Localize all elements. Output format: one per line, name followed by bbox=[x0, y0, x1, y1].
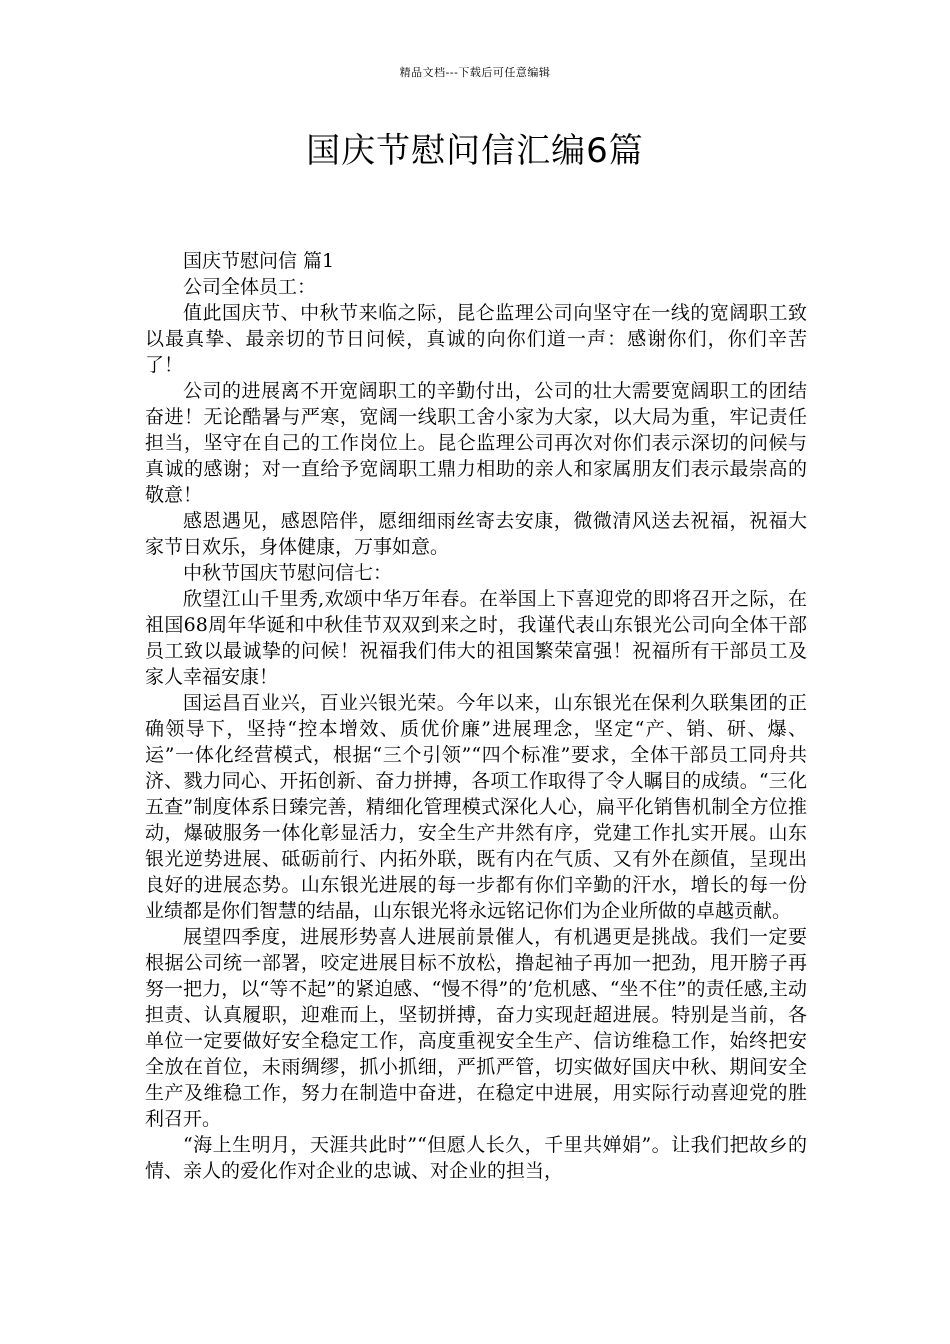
salutation: 公司全体员工： bbox=[183, 276, 317, 298]
document-title: 国庆节慰问信汇编6篇 bbox=[306, 131, 644, 171]
body-paragraph: 国运昌百业兴，百业兴银光荣。今年以来，山东银光在保利久联集团的正确领导下，坚持“控本增效、质优价廉”进展理念，坚定“产、销、研、爆、运”一体化经营模式，根据“三个引领”“四个标准”要求，全体干部员工同舟共济、戮力同心、开拓创新、奋力拼搏，各项工作取得了令人瞩目的成绩。“三化五查”制度体系日臻完善，精细化管理模式深化人心，扁平化销售机制全方位推动，爆破服务一体化彰显活力，安全生产井然有序，党建工作扎实开展。山东银光逆势进展、砥砺前行、内拓外联，既有内在气质、又有外在颜值，呈现出良好的进展态势。山东银光进展的每一步都有你们辛勤的汗水，增长的每一份业绩都是你们智慧的结晶，山东银光将永远铭记你们为企业所做的卓越贡献。 bbox=[145, 692, 807, 922]
section-heading: 中秋节国庆节慰问信七： bbox=[183, 562, 393, 584]
document-body bbox=[145, 248, 807, 1184]
body-paragraph: 展望四季度，进展形势喜人进展前景催人，有机遇更是挑战。我们一定要根据公司统一部署，咬定进展目标不放松，撸起袖子再加一把劲，甩开膀子再努一把力，以“等不起”的紧迫感、“慢不得”的’危机感、“坐不住”的责任感,主动担责、认真履职，迎难而上，坚韧拼搏，奋力实现赶超进展。特别是当前，各单位一定要做好安全稳定工作，高度重视安全生产、信访维稳工作，始终把安全放在首位，未雨绸缪，抓小抓细，严抓严管，切实做好国庆中秋、期间安全生产及维稳工作，努力在制造中奋进，在稳定中进展，用实际行动喜迎党的胜利召开。 bbox=[145, 926, 807, 1130]
section-heading: 国庆节慰问信 篇1 bbox=[183, 250, 335, 272]
body-paragraph: 感恩遇见，感恩陪伴，愿细细雨丝寄去安康，微微清风送去祝福，祝福大家节日欢乐，身体健康，万事如意。 bbox=[145, 510, 807, 558]
body-paragraph: “海上生明月，天涯共此时”“但愿人长久，千里共婵娟”。让我们把故乡的情、亲人的爱化作对企业的忠诚、对企业的担当， bbox=[145, 1134, 807, 1182]
body-paragraph: 公司的进展离不开宽阔职工的辛勤付出，公司的壮大需要宽阔职工的团结奋进！无论酷暑与严寒，宽阔一线职工舍小家为大家，以大局为重，牢记责任担当，坚守在自己的工作岗位上。昆仑监理公司再次对你们表示深切的问候与真诚的感谢；对一直给予宽阔职工鼎力相助的亲人和家属朋友们表示最崇高的敬意！ bbox=[145, 380, 807, 506]
body-paragraph: 值此国庆节、中秋节来临之际，昆仑监理公司向坚守在一线的宽阔职工致以最真挚、最亲切的节日问候，真诚的向你们道一声：感谢你们，你们辛苦了！ bbox=[145, 302, 807, 376]
body-paragraph: 欣望江山千里秀,欢颂中华万年春。在举国上下喜迎党的即将召开之际，在祖国68周年华诞和中秋佳节双双到来之时，我谨代表山东银光公司向全体干部员工致以最诚挚的问候！祝福我们伟大的祖国繁荣富强！祝福所有干部员工及家人幸福安康！ bbox=[145, 588, 807, 688]
page-header: 精品文档---下载后可任意编辑 bbox=[399, 66, 551, 79]
